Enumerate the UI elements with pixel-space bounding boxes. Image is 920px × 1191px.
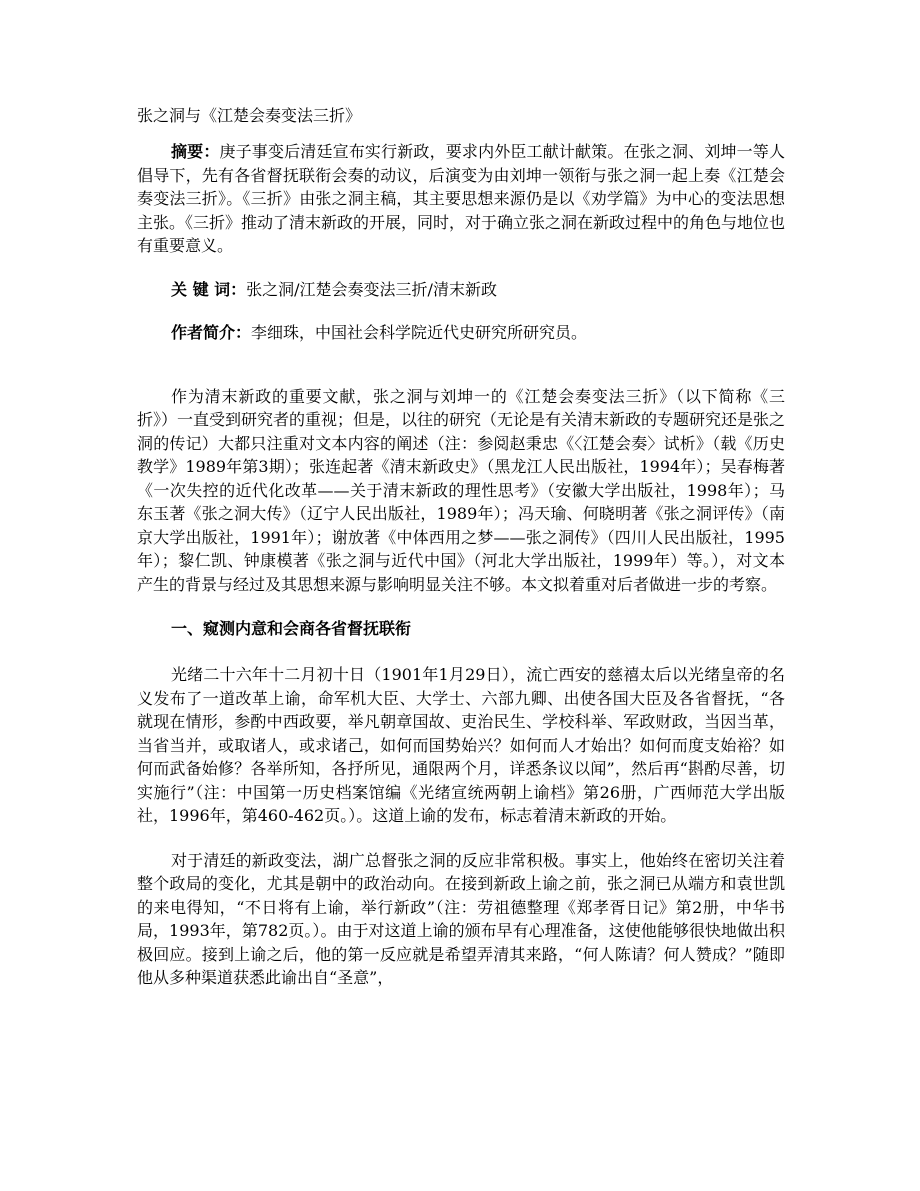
keywords-label: 关 键 词： <box>171 279 247 299</box>
keywords-paragraph <box>137 278 785 302</box>
document-title: 张之洞与《江楚会奏变法三折》 <box>137 106 362 125</box>
author-label: 作者简介： <box>171 323 252 342</box>
author-text: 李细珠，中国社会科学院近代史研究所研究员。 <box>251 323 588 342</box>
body-paragraph-1: 光绪二十六年十二月初十日（1901年1月29日），流亡西安的慈禧太后以光绪皇帝的名义发布了一道改革上谕，命军机大臣、大学士、六部九卿、出使各国大臣及各省督抚，“各就现在情形，参酌中西政要，举凡朝章国故、吏治民生、学校科举、军政财政，当因当革，当省当并，或取诸人，或求诸己，如何而国势始兴？如何而人才始出？如何而度支始裕？如何而武备始修？各举所知，各抒所见，通限两个月，详悉条议以闻”，然后再“斟酌尽善，切实施行”（注：中国第一历史档案馆编《光绪宣统两朝上谕档》第26册，广西师范大学出版社，1996年，第460-462页。）。这道上谕的发布，标志着清末新政的开始。 <box>137 665 785 825</box>
keywords-text: 张之洞/江楚会奏变法三折/清末新政 <box>246 279 497 299</box>
document-page <box>137 104 785 1010</box>
spacer <box>137 365 785 385</box>
body-paragraph-2: 对于清廷的新政变法，湖广总督张之洞的反应非常积极。事实上，他始终在密切关注着整个政局的变化，尤其是朝中的政治动向。在接到新政上谕之前，张之洞已从端方和袁世凯的来电得知，“不日将有上谕，举行新政”（注：劳祖德整理《郑孝胥日记》第2册，中华书局，1993年，第782页。）。由于对这道上谕的颁布早有心理准备，这使他能够很快地做出积极回应。接到上谕之后，他的第一反应就是希望弄清其来路，“何人陈请？何人赞成？”随即他从多种渠道获悉此谕出自“圣意”， <box>137 850 785 987</box>
intro-paragraph: 作为清末新政的重要文献，张之洞与刘坤一的《江楚会奏变法三折》（以下简称《三折》）一直受到研究者的重视；但是，以往的研究（无论是有关清末新政的专题研究还是张之洞的传记）大都只注重对文本内容的阐述（注：参阅赵秉忠《〈江楚会奏〉试析》（载《历史教学》1989年第3期）；张连起著《清末新政史》（黑龙江人民出版社，1994年）；吴春梅著《一次失控的近代化改革——关于清末新政的理性思考》（安徽大学出版社，1998年）；马东玉著《张之洞大传》（辽宁人民出版社，1989年）；冯天瑜、何晓明著《张之洞评传》（南京大学出版社，1991年）；谢放著《中体西用之梦——张之洞传》（四川人民出版社，1995年）；黎仁凯、钟康模著《张之洞与近代中国》（河北大学出版社，1999年）等。），对文本产生的背景与经过及其思想来源与影响明显关注不够。本文拟着重对后者做进一步的考察。 <box>137 386 786 594</box>
section-heading: 一、窥测内意和会商各省督抚联衔 <box>171 619 412 638</box>
abstract-text: 庚子事变后清廷宣布实行新政，要求内外臣工献计献策。在张之洞、刘坤一等人倡导下，先有各省督抚联衔会奏的动议，后演变为由刘坤一领衔与张之洞一起上奏《江楚会奏变法三折》。《三折》由张之洞主稿，其主要思想来源仍是以《劝学篇》为中心的变法思想主张。《三折》推动了清末新政的开展，同时，对于确立张之洞在新政过程中的角色与地位也有重要意义。 <box>137 142 786 255</box>
author-paragraph <box>137 321 785 345</box>
abstract-label: 摘要： <box>171 142 220 161</box>
abstract-paragraph <box>137 140 785 258</box>
